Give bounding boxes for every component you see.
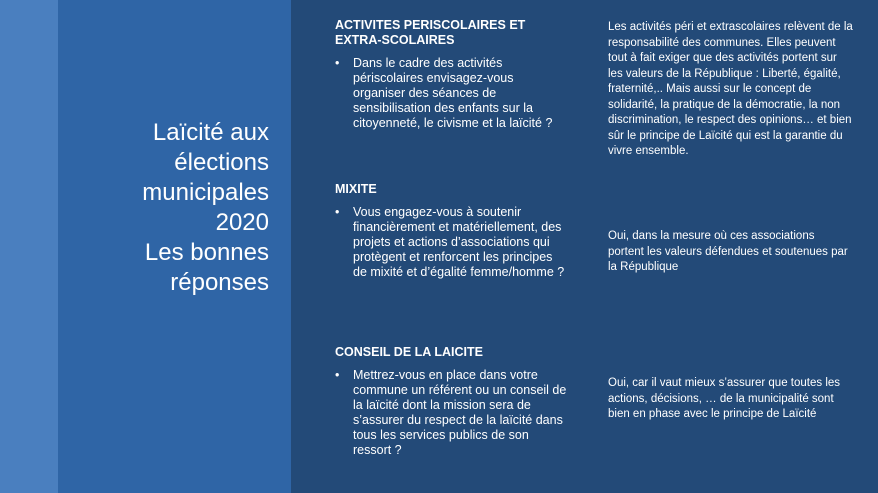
title-line: Laïcité aux xyxy=(152,119,269,146)
bullet-dot: • xyxy=(335,56,340,70)
slide-title xyxy=(69,118,269,298)
bullet-dot: • xyxy=(335,205,340,219)
question-text: Vous engagez-vous à soutenir financièrement et matériellement, des projets et actions d’associations qui protègent et renforcent les principes de mixité et d’égalité femme/homme ? xyxy=(353,205,565,279)
question-text: Mettrez-vous en place dans votre commune un référent ou un conseil de la laïcité dont la mission sera de s’assurer du respect de la laïcité dans tous les services publics de son ressort ? xyxy=(353,368,567,457)
title-line: élections xyxy=(174,149,269,176)
content-area xyxy=(291,0,878,493)
answer-conseil-laicite: Oui, car il vaut mieux s’assurer que toutes les actions, décisions, … de la municipalité sont bien en phase avec le principe de Laïcité xyxy=(608,377,841,420)
answer-periscolaires: Les activités péri et extrascolaires relèvent de la responsabilité des communes. Elles peuvent tout à fait exiger que des activités portent sur les valeurs de la République : Liberté, égalité, fraternité,.. Mais aussi sur le concept de solidarité, la pratique de la démocratie, la non discrimination, le respect des opinions… et bien sûr le principe de Laïcité qui est la garantie du vivre ensemble. xyxy=(608,21,853,157)
section-mixite xyxy=(335,182,567,280)
section-heading: MIXITE xyxy=(335,182,377,196)
question-bullet xyxy=(335,205,567,280)
left-accent-strip xyxy=(0,0,58,493)
bullet-dot: • xyxy=(335,368,340,382)
question-bullet xyxy=(335,368,567,458)
title-line: 2020 xyxy=(215,209,269,236)
question-text: Dans le cadre des activités périscolaires envisagez-vous organiser des séances de sensibilisation des enfants sur la citoyenneté, le civisme et la laïcité ? xyxy=(353,56,553,130)
answer-mixite: Oui, dans la mesure où ces associations portent les valeurs défendues et soutenues par la République xyxy=(608,230,848,273)
title-line: municipales xyxy=(142,179,269,206)
title-line: réponses xyxy=(170,269,269,296)
section-heading: ACTIVITES PERISCOLAIRES ET EXTRA-SCOLAIRES xyxy=(335,18,526,47)
title-line: Les bonnes xyxy=(144,239,269,266)
title-panel xyxy=(58,0,291,493)
section-periscolaires xyxy=(335,18,567,131)
question-bullet xyxy=(335,56,567,131)
section-conseil-laicite xyxy=(335,345,567,458)
section-heading: CONSEIL DE LA LAICITE xyxy=(335,345,483,359)
